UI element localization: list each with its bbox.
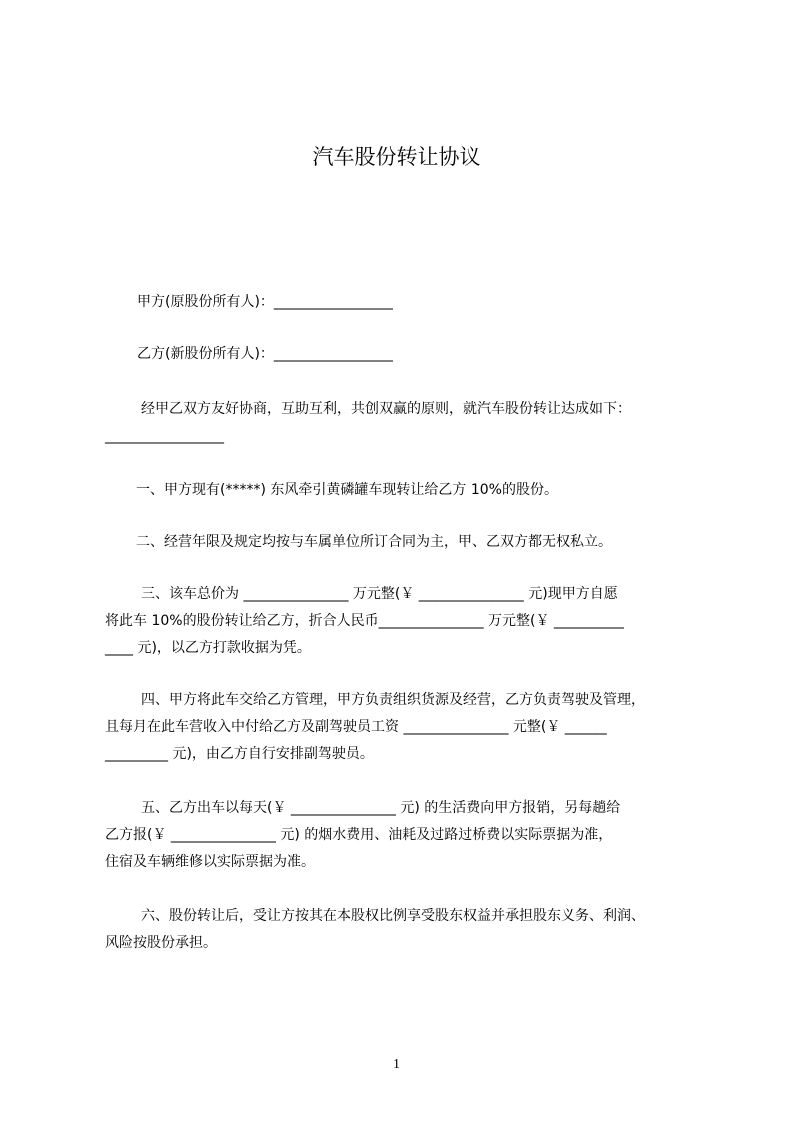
clause-6-line-2: 风险按股份承担。 (105, 935, 217, 951)
clause-3-line-3: ____ 元)，以乙方打款收据为凭。 (105, 640, 311, 656)
clause-3-line-1: 三、该车总价为 _______________ 万元整(￥ _______________ 元)现甲方自愿 (141, 586, 618, 602)
clause-5-line-2: 乙方报(￥ _______________ 元) 的烟水费用、油耗及过路过桥费以实际票据为准， (105, 827, 613, 843)
intro-line-1: 经甲乙双方友好协商，互助互利，共创双赢的原则，就汽车股份转让达成如下： (141, 401, 631, 417)
clause-4-line-2: 且每月在此车营收入中付给乙方及副驾驶员工资 _______________ 元整(￥ ______ (105, 719, 607, 735)
clause-5-line-3: 住宿及车辆维修以实际票据为准。 (105, 854, 315, 870)
clause-2-line-1: 二、经营年限及规定均按与车属单位所订合同为主，甲、乙双方都无权私立。 (136, 534, 612, 550)
clause-6-line-1: 六、股份转让后，受让方按其在本股权比例享受股东权益并承担股东义务、利润、 (141, 908, 645, 924)
party-a-line: 甲方(原股份所有人)：_________________ (137, 294, 393, 310)
clause-3-line-2: 将此车 10%的股份转让给乙方，折合人民币_______________ 万元整(￥ __________ (105, 613, 624, 629)
document-title: 汽车股份转让协议 (312, 145, 481, 169)
party-b-line: 乙方(新股份所有人)：_________________ (137, 346, 393, 362)
clause-4-line-1: 四、甲方将此车交给乙方管理，甲方负责组织货源及经营，乙方负责驾驶及管理， (141, 692, 645, 708)
clause-1-line-1: 一、甲方现有(*****) 东风牵引黄磷罐车现转让给乙方 10%的股份。 (136, 482, 558, 498)
clause-5-line-1: 五、乙方出车以每天(￥ _______________ 元) 的生活费向甲方报销，另每趟给 (141, 800, 621, 816)
intro-line-2: _________________ (105, 428, 224, 444)
page-number: 1 (393, 1057, 400, 1072)
clause-4-line-3: _________ 元)，由乙方自行安排副驾驶员。 (105, 746, 374, 762)
